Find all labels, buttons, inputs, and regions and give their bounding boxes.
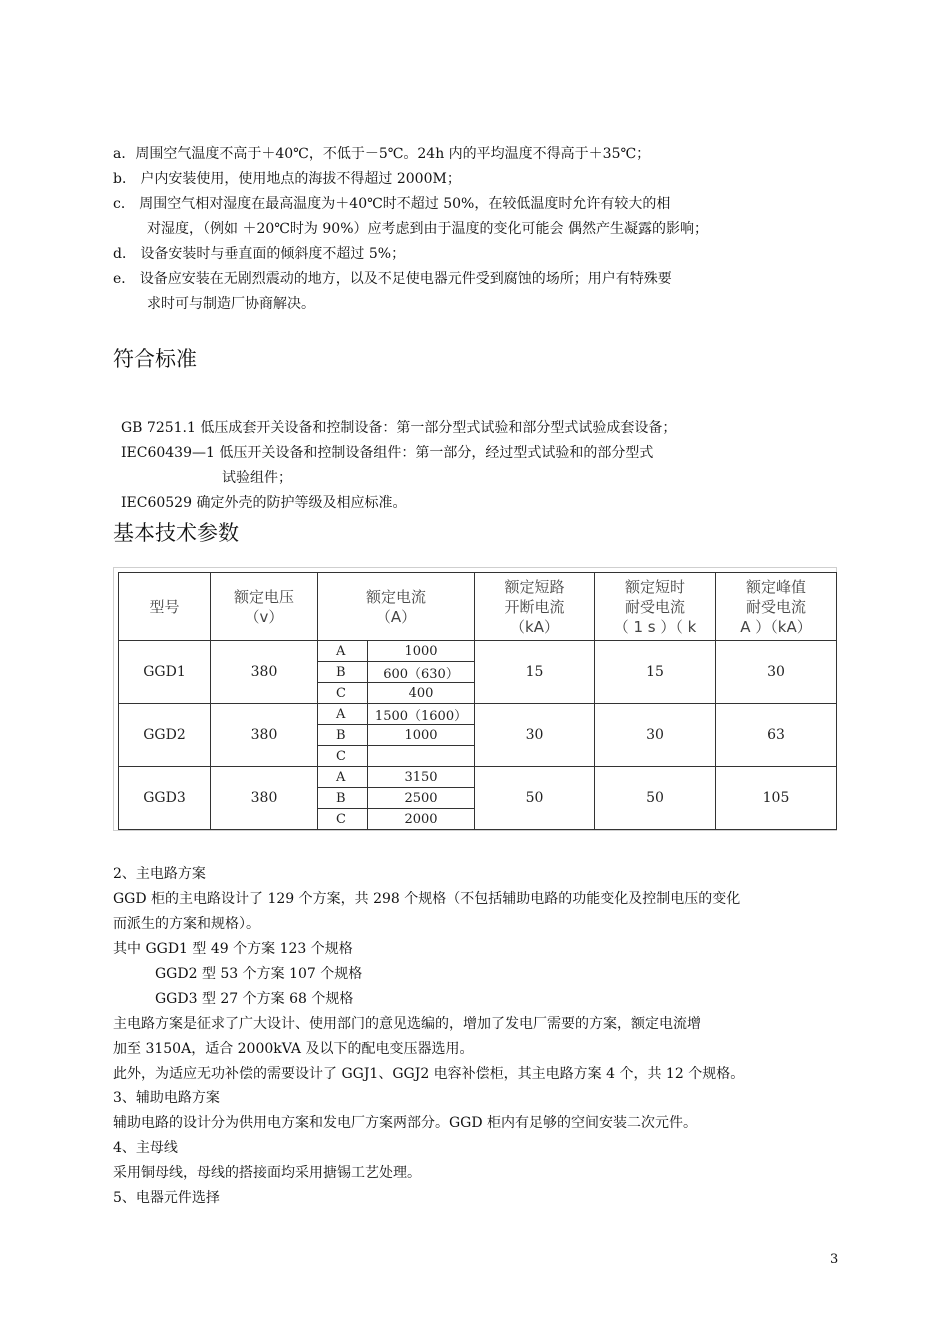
standard-gb7251: GB 7251.1 低压成套开关设备和控制设备：第一部分型式试验和部分型式试验成套设备； xyxy=(121,420,677,436)
cell-short-time: 50 xyxy=(595,767,716,830)
cell-short-time: 30 xyxy=(595,704,716,767)
cell-grade: B xyxy=(318,788,368,809)
cell-peak: 105 xyxy=(716,767,837,830)
cell-model: GGD3 xyxy=(119,767,211,830)
cell-current: 2000 xyxy=(368,809,475,830)
busbar-para: 采用铜母线，母线的搭接面均采用搪锡工艺处理。 xyxy=(113,1165,421,1181)
header-current: 额定电流 （A） xyxy=(318,573,475,641)
main-circuit-ggd1: 其中 GGD1 型 49 个方案 123 个规格 xyxy=(113,941,353,957)
cell-voltage: 380 xyxy=(211,767,318,830)
cell-grade: B xyxy=(318,725,368,746)
condition-e-line2: 求时可与制造厂协商解决。 xyxy=(147,296,315,312)
cell-model: GGD1 xyxy=(119,641,211,704)
header-model: 型号 xyxy=(119,573,211,641)
main-circuit-para2-line2: 加至 3150A，适合 2000kVA 及以下的配电变压器选用。 xyxy=(113,1041,474,1057)
main-circuit-para2-line1: 主电路方案是征求了广大设计、使用部门的意见选编的，增加了发电厂需要的方案，额定电流增 xyxy=(113,1016,701,1032)
standards-heading: 符合标准 xyxy=(113,347,197,371)
condition-d: d． 设备安装时与垂直面的倾斜度不超过 5%； xyxy=(113,246,406,262)
condition-a: a．周围空气温度不高于＋40℃，不低于－5℃。24h 内的平均温度不得高于＋35℃； xyxy=(113,146,651,162)
cell-current xyxy=(368,746,475,767)
cell-grade: C xyxy=(318,683,368,704)
cell-peak: 63 xyxy=(716,704,837,767)
cell-current: 1000 xyxy=(368,641,475,662)
condition-c-line1: c． 周围空气相对湿度在最高温度为＋40℃时不超过 50%，在较低温度时允许有较大的相 xyxy=(113,196,671,212)
cell-current: 400 xyxy=(368,683,475,704)
busbar-heading: 4、主母线 xyxy=(113,1140,178,1156)
aux-circuit-para: 辅助电路的设计分为供用电方案和发电厂方案两部分。GGD 柜内有足够的空间安装二次元件。 xyxy=(113,1115,698,1131)
main-circuit-ggd3: GGD3 型 27 个方案 68 个规格 xyxy=(155,991,354,1007)
cell-current: 3150 xyxy=(368,767,475,788)
table-header-row xyxy=(119,573,837,641)
cell-grade: C xyxy=(318,809,368,830)
cell-current: 1000 xyxy=(368,725,475,746)
cell-peak: 30 xyxy=(716,641,837,704)
cell-grade: B xyxy=(318,662,368,683)
condition-e-line1: e． 设备应安装在无剧烈震动的地方，以及不足使电器元件受到腐蚀的场所；用户有特殊要 xyxy=(113,271,672,287)
cell-short-time: 15 xyxy=(595,641,716,704)
params-table-frame xyxy=(113,567,837,831)
standard-iec60439: IEC60439—1 低压开关设备和控制设备组件：第一部分，经过型式试验和的部分型式 xyxy=(121,445,654,461)
cell-voltage: 380 xyxy=(211,641,318,704)
cell-grade: A xyxy=(318,704,368,725)
header-peak: 额定峰值 耐受电流 A ）（kA） xyxy=(716,573,837,641)
params-table xyxy=(118,572,837,830)
page-number: 3 xyxy=(830,1252,839,1267)
params-heading: 基本技术参数 xyxy=(113,521,239,545)
header-voltage: 额定电压 （v） xyxy=(211,573,318,641)
main-circuit-ggd2: GGD2 型 53 个方案 107 个规格 xyxy=(155,966,363,982)
aux-circuit-heading: 3、辅助电路方案 xyxy=(113,1090,220,1106)
cell-grade: C xyxy=(318,746,368,767)
condition-c-line2: 对湿度，（例如 ＋20℃时为 90%）应考虑到由于温度的变化可能会 偶然产生凝露的影响； xyxy=(147,221,708,237)
cell-grade: A xyxy=(318,641,368,662)
table-row xyxy=(119,767,837,788)
cell-voltage: 380 xyxy=(211,704,318,767)
header-breaking: 额定短路 开断电流 （kA） xyxy=(475,573,595,641)
standard-iec60439-cont: 试验组件； xyxy=(222,470,292,486)
table-row xyxy=(119,704,837,725)
main-circuit-para1-line1: GGD 柜的主电路设计了 129 个方案，共 298 个规格（不包括辅助电路的功能变化及控制电压的变化 xyxy=(113,891,741,907)
cell-breaking: 50 xyxy=(475,767,595,830)
cell-breaking: 15 xyxy=(475,641,595,704)
cell-grade: A xyxy=(318,767,368,788)
main-circuit-heading: 2、主电路方案 xyxy=(113,866,206,882)
cell-current: 600（630） xyxy=(368,662,475,683)
header-short-time: 额定短时 耐受电流 （ 1 s ）（ k xyxy=(595,573,716,641)
main-circuit-para1-line2: 而派生的方案和规格）。 xyxy=(113,916,260,932)
condition-b: b． 户内安装使用，使用地点的海拔不得超过 2000M； xyxy=(113,171,461,187)
components-heading: 5、电器元件选择 xyxy=(113,1190,220,1206)
cell-model: GGD2 xyxy=(119,704,211,767)
cell-current: 2500 xyxy=(368,788,475,809)
standard-iec60529: IEC60529 确定外壳的防护等级及相应标准。 xyxy=(121,495,407,511)
cell-breaking: 30 xyxy=(475,704,595,767)
table-row xyxy=(119,641,837,662)
main-circuit-para3: 此外，为适应无功补偿的需要设计了 GGJ1、GGJ2 电容补偿柜，其主电路方案 4 个，共 12 个规格。 xyxy=(113,1066,745,1082)
cell-current: 1500（1600） xyxy=(368,704,475,725)
